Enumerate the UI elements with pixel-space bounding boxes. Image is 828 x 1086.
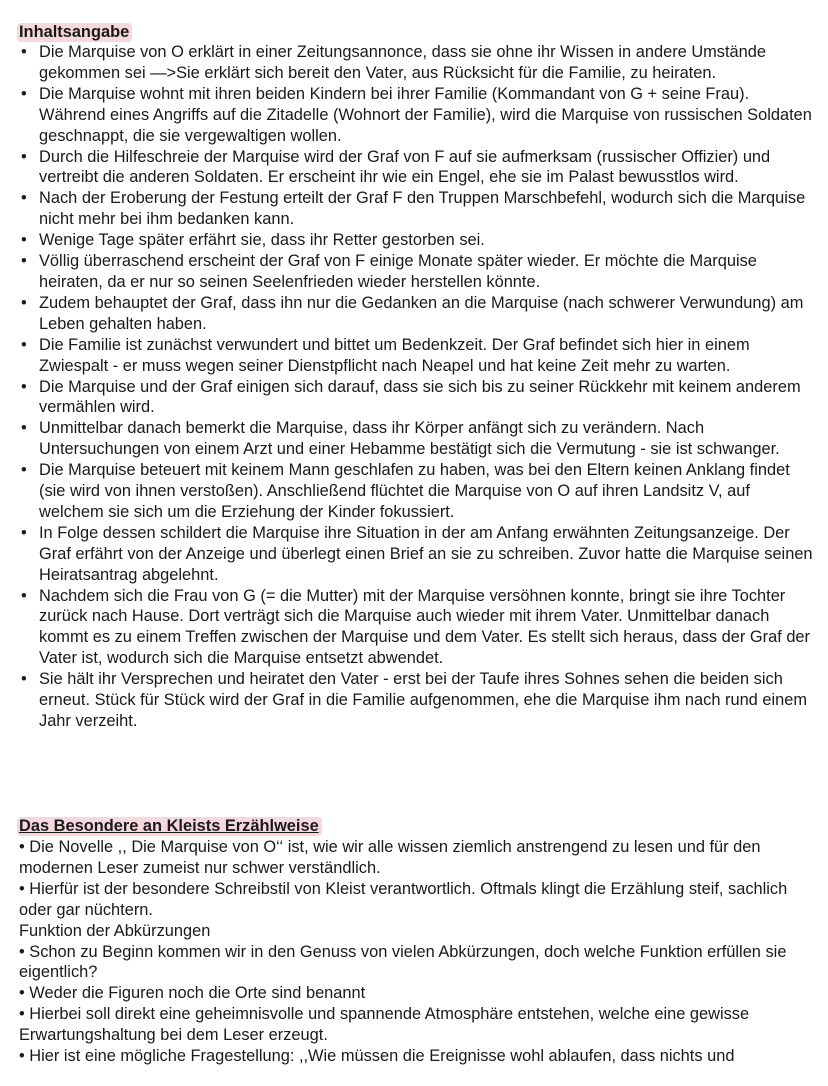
bullet-symbol: •	[21, 377, 27, 396]
list-item-text: Sie hält ihr Versprechen und heiratet den Vater - erst bei der Taufe ihres Sohnes sehen die beiden sich erneut. Stück für Stück wird der Graf in die Familie aufgenommen, ehe die Marquise ihm nach rund einem Jahr verzeiht.	[39, 670, 807, 730]
bullet-symbol: •	[21, 670, 27, 689]
list-item-text: Unmittelbar danach bemerkt die Marquise, dass ihr Körper anfängt sich zu verändern. Nach Untersuchungen von einem Arzt und einer Hebamme bestätigt sich die Vermutung - sie ist schwanger.	[39, 419, 780, 459]
list-item	[21, 147, 813, 189]
list-item	[21, 418, 813, 460]
bullet-symbol: •	[21, 461, 27, 480]
bullet-symbol: •	[21, 335, 27, 354]
paragraph: • Hier ist eine mögliche Fragestellung: ,,Wie müssen die Ereignisse wohl ablaufen, dass nichts und	[19, 1047, 735, 1066]
list-item-text: Die Marquise wohnt mit ihren beiden Kindern bei ihrer Familie (Kommandant von G + seine Frau). Während eines Angriffs auf die Zitadelle (Wohnort der Familie), wird die Marquise von russischen Soldaten geschnappt, die sie vergewaltigen wollen.	[39, 84, 812, 145]
summary-bullet-list	[21, 42, 813, 732]
bullet-symbol: •	[21, 231, 27, 250]
bullet-symbol: •	[21, 43, 27, 61]
list-item-text: Wenige Tage später erfährt sie, dass ihr Retter gestorben sei.	[39, 231, 485, 250]
list-item-text: Völlig überraschend erscheint der Graf von F einige Monate später wieder. Er möchte die Marquise heiraten, da er nur so seinen Seelenfrieden wieder herstellen könnte.	[39, 252, 757, 291]
bullet-symbol: •	[21, 147, 27, 166]
bullet-symbol: •	[21, 252, 27, 271]
list-item-text: In Folge dessen schildert die Marquise ihre Situation in der am Anfang erwähnten Zeitungsanzeige. Der Graf erfährt von der Anzeige und überlegt einen Brief an sie zu schreiben. Zuvor hatte die Marquise seinen Heiratsantrag abgelehnt.	[39, 523, 813, 584]
bullet-symbol: •	[21, 293, 27, 312]
paragraph: • Weder die Figuren noch die Orte sind benannt	[19, 984, 366, 1003]
list-item	[21, 377, 813, 419]
bullet-symbol: •	[21, 523, 27, 542]
bullet-symbol: •	[21, 189, 27, 208]
bullet-symbol: •	[21, 586, 27, 605]
paragraph: • Die Novelle ,, Die Marquise von O‘‘ ist, wie wir alle wissen ziemlich anstrengend zu lesen und für den modernen Leser zumeist nur schwer verständlich.	[19, 838, 761, 877]
erzaehlweise-section	[19, 837, 809, 1067]
list-item	[21, 251, 813, 293]
list-item	[21, 523, 813, 586]
bullet-symbol: •	[21, 84, 27, 103]
list-item-text: Nachdem sich die Frau von G (= die Mutter) mit der Marquise versöhnen konnte, bringt sie ihre Tochter zurück nach Hause. Dort verträgt sich die Marquise auch wieder mit ihrem Vater. Unmittelbar danach kommt es zu einem Treffen zwischen der Marquise und dem Vater. Es stellt sich heraus, dass der Graf der Vater ist, wodurch sich die Marquise entsetzt abwendet.	[39, 586, 811, 668]
paragraph: • Hierbei soll direkt eine geheimnisvolle und spannende Atmosphäre entstehen, welche eine gewisse Erwartungshaltung bei dem Leser erzeugt.	[19, 1005, 750, 1045]
list-item	[21, 586, 813, 670]
list-item	[21, 230, 813, 251]
list-item	[21, 188, 813, 230]
paragraph: • Schon zu Beginn kommen wir in den Genuss von vielen Abkürzungen, doch welche Funktion erfüllen sie eigentlich?	[19, 942, 787, 982]
list-item	[21, 293, 813, 335]
list-item	[21, 335, 813, 377]
list-item-text: Zudem behauptet der Graf, dass ihn nur die Gedanken an die Marquise (nach schwerer Verwundung) am Leben gehalten haben.	[39, 293, 804, 333]
subheading: Funktion der Abkürzungen	[19, 921, 211, 940]
list-item-text: Nach der Eroberung der Festung erteilt der Graf F den Truppen Marschbefehl, wodurch sich die Marquise nicht mehr bei ihm bedanken kann.	[39, 189, 806, 229]
list-item	[21, 669, 813, 732]
section-heading-inhaltsangabe: Inhaltsangabe	[17, 23, 132, 42]
list-item-text: Die Marquise und der Graf einigen sich darauf, dass sie sich bis zu seiner Rückkehr mit keinem anderem vermählen wird.	[39, 377, 801, 417]
list-item-text: Durch die Hilfeschreie der Marquise wird der Graf von F auf sie aufmerksam (russischer Offizier) und vertreibt die anderen Soldaten. Er erscheint ihr wie ein Engel, ehe sie im Palast bewusstlos wird.	[39, 147, 771, 187]
list-item-text: Die Marquise beteuert mit keinem Mann geschlafen zu haben, was bei den Eltern keinen Anklang findet (sie wird von ihnen verstoßen). Anschließend flüchtet die Marquise von O auf ihren Landsitz V, auf welchem sie sich um die Erziehung der Kinder fokussiert.	[39, 461, 790, 521]
paragraph: • Hierfür ist der besondere Schreibstil von Kleist verantwortlich. Oftmals klingt die Erzählung steif, sachlich oder gar nüchtern.	[19, 879, 788, 919]
list-item	[21, 460, 813, 523]
bullet-symbol: •	[21, 419, 27, 438]
list-item	[21, 42, 813, 84]
list-item	[21, 84, 813, 147]
list-item-text: Die Marquise von O erklärt in einer Zeitungsannonce, dass sie ohne ihr Wissen in andere Umstände gekommen sei —>Sie erklärt sich bereit den Vater, aus Rücksicht für die Familie, zu heiraten.	[39, 43, 767, 82]
section-heading-erzaehlweise: Das Besondere an Kleists Erzählweise	[17, 817, 322, 836]
list-item-text: Die Familie ist zunächst verwundert und bittet um Bedenkzeit. Der Graf befindet sich hier in einem Zwiespalt - er muss wegen seiner Dienstpflicht nach Neapel und hat keine Zeit mehr zu warten.	[39, 335, 750, 375]
